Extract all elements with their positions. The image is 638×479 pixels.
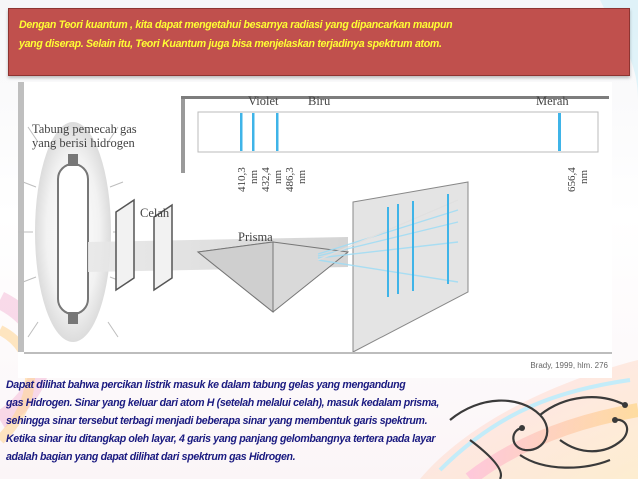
wavelength-unit: nm <box>296 169 308 184</box>
explanation-line: Dapat dilihat bahwa percikan listrik masuk ke dalam tabung gelas yang mengandung <box>6 379 406 391</box>
spectral-line <box>558 113 561 151</box>
intro-text <box>19 16 617 54</box>
explanation-line: sehingga sinar tersebut terbagi menjadi beberapa sinar yang membentuk garis spektrum. <box>6 415 428 427</box>
screen-panel <box>353 182 468 352</box>
wavelength-value: 656,4 <box>566 167 578 192</box>
wavelength-unit: nm <box>272 169 284 184</box>
wavelength-value: 486,3 <box>284 167 296 192</box>
discharge-tube <box>18 122 128 342</box>
prism-label: Prisma <box>238 230 273 244</box>
explanation-text <box>6 376 440 466</box>
spectral-line <box>252 113 255 151</box>
prism <box>198 242 348 312</box>
wavelength-value: 410,3 <box>236 167 248 192</box>
explanation-line: Ketika sinar itu ditangkap oleh layar, 4 garis yang panjang gelombangnya tertera pada layar <box>6 433 436 445</box>
wavelength-value: 432,4 <box>260 167 272 192</box>
spectrum-strip <box>198 112 598 152</box>
slit-label: Celah <box>140 206 170 220</box>
intro-box <box>8 8 630 76</box>
explanation-line: adalah bagian yang dapat dilihat dari spektrum gas Hidrogen. <box>6 451 296 463</box>
hydrogen-spectrum-figure <box>18 82 612 378</box>
figure-source: Brady, 1999, hlm. 276 <box>530 361 608 370</box>
intro-line-1: Dengan Teori kuantum , kita dapat mengetahui besarnya radiasi yang dipancarkan maupun <box>19 19 453 31</box>
violet-label: Violet <box>248 94 279 108</box>
spectral-line <box>276 113 279 151</box>
floor-line <box>24 352 612 354</box>
tube-label: Tabung pemecah gas yang berisi hidrogen <box>32 122 137 150</box>
red-label: Merah <box>536 94 569 108</box>
spectral-line <box>240 113 243 151</box>
blue-label: Biru <box>308 94 331 108</box>
screen-left-edge <box>181 99 185 173</box>
explanation-line: gas Hidrogen. Sinar yang keluar dari atom H (setelah melalui celah), masuk kedalam prisma, <box>6 397 440 409</box>
wavelength-unit: nm <box>248 169 260 184</box>
wavelength-unit: nm <box>578 169 590 184</box>
frame-left <box>18 82 24 352</box>
intro-line-2: yang diserap. Selain itu, Teori Kuantum juga bisa menjelaskan terjadinya spektrum atom. <box>19 38 442 50</box>
slit-1 <box>116 200 134 290</box>
